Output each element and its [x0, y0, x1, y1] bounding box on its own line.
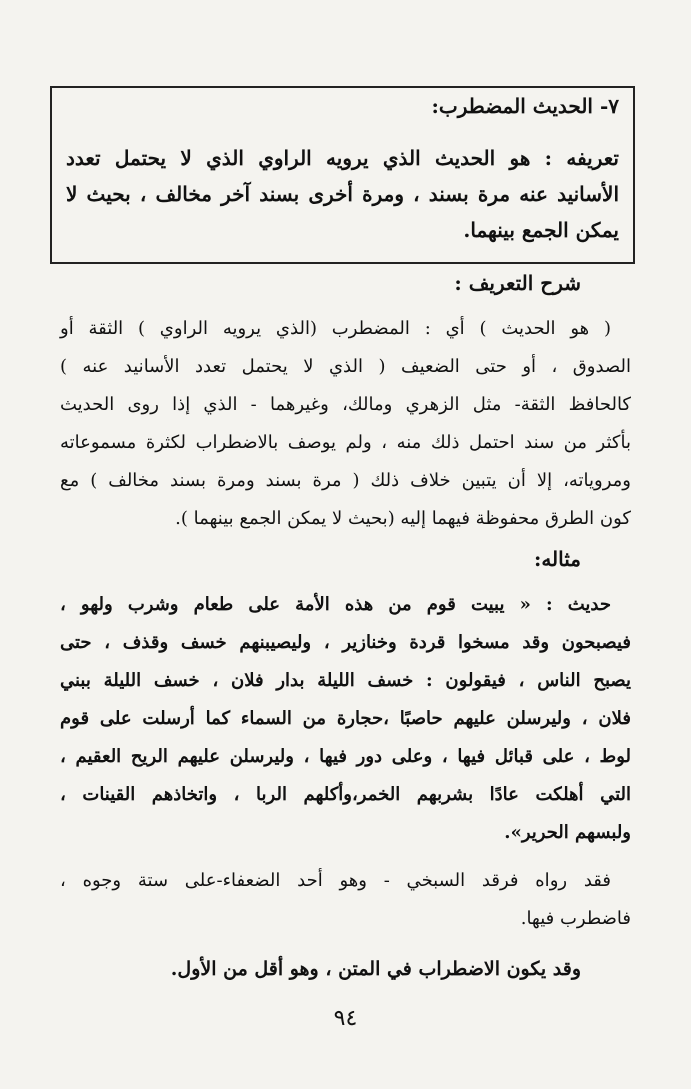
- example-line: التي أهلكت عادًا بشربهم الخمر،وأكلهم الربا ، واتخاذهم القينات ،: [60, 784, 631, 805]
- definition-line-2: الأسانيد عنه مرة بسند ، ومرة أخرى بسند آخر مخالف ، بحيث لا: [66, 182, 619, 206]
- example-line: فلان ، وليرسلن عليهم حاصبًا ،حجارة من السماء كما أرسلت على قوم: [60, 708, 631, 729]
- example-line: فيصبحون وقد مسخوا قردة وخنازير ، وليصيبنهم خسف وقذف ، حتى: [60, 632, 631, 653]
- note-line: فاضطرب فيها.: [520, 908, 631, 929]
- explanation-line: كالحافظ الثقة- مثل الزهري ومالك، وغيرهما - الذي إذا روى الحديث: [60, 394, 631, 415]
- explanation-line: كون الطرق محفوظة فيهما إليه (بحيث لا يمكن الجمع بينهما ).: [175, 508, 631, 529]
- section-heading: ٧- الحديث المضطرب:: [431, 94, 619, 118]
- example-heading: مثاله:: [533, 547, 581, 571]
- example-line: ولبسهم الحرير».: [504, 822, 631, 843]
- definition-box: [50, 86, 635, 264]
- definition-text: : هو الحديث الذي يرويه الراوي الذي لا يحتمل تعدد: [66, 146, 553, 170]
- definition-line-1: [66, 144, 619, 172]
- page-number: ٩٤: [333, 1006, 358, 1031]
- explanation-heading: شرح التعريف :: [454, 271, 581, 295]
- note-line: فقد رواه فرقد السبخي - وهو أحد الضعفاء-على ستة وجوه ،: [60, 870, 611, 891]
- example-line: حديث : « يبيت قوم من هذه الأمة على طعام وشرب ولهو ،: [60, 594, 611, 615]
- example-line: لوط ، على قبائل فيها ، وعلى دور فيها ، وليرسلن عليهم الريح العقيم ،: [60, 746, 631, 767]
- definition-term: تعريفه: [566, 146, 619, 170]
- explanation-line: ( هو الحديث ) أي : المضطرب (الذي يرويه الراوي ) الثقة أو: [60, 318, 611, 339]
- explanation-line: الصدوق ، أو حتى الضعيف ( الذي لا يحتمل تعدد الأسانيد عنه ): [60, 356, 631, 377]
- explanation-line: ومروياته، إلا أن يتبين خلاف ذلك ( مرة بسند ومرة بسند مخالف ) مع: [60, 470, 631, 491]
- definition-line-3: يمكن الجمع بينهما.: [463, 218, 619, 242]
- example-line: يصبح الناس ، فيقولون : خسف الليلة بدار فلان ، خسف الليلة ببني: [60, 670, 631, 691]
- explanation-line: بأكثر من سند احتمل ذلك منه ، ولم يوصف بالاضطراب لكثرة مسموعاته: [60, 432, 631, 453]
- closing-sentence: وقد يكون الاضطراب في المتن ، وهو أقل من الأول.: [170, 958, 581, 980]
